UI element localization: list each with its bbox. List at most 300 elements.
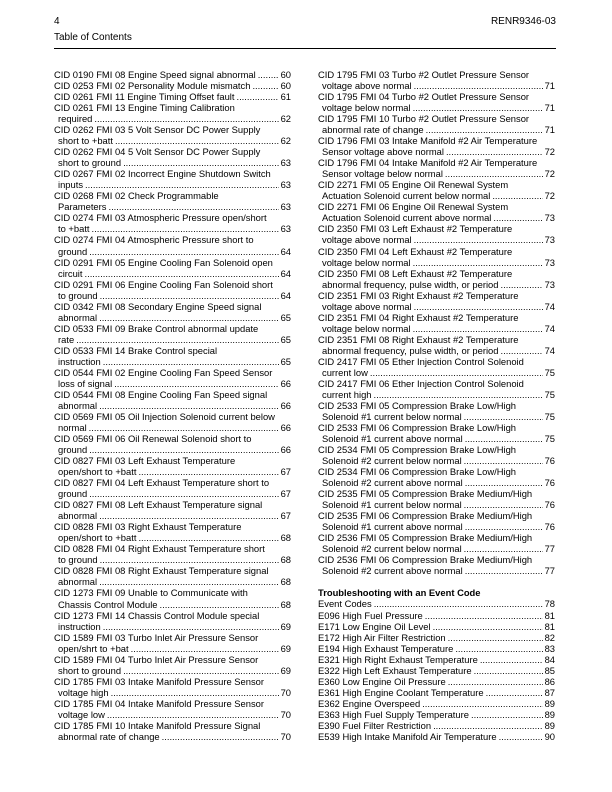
toc-entry-continuation: open/short to +batt [58,466,137,478]
dot-leader [76,334,278,345]
toc-entry-continuation: ground [58,488,88,500]
toc-right-column [318,69,555,742]
toc-entry-title: CID 2351 FMI 04 Right Exhaust #2 Temperature [318,311,519,323]
toc-entry-continuation: to ground [58,554,98,566]
dot-leader [115,135,279,146]
toc-entry-line [54,731,291,742]
toc-page-number: 67 [280,488,291,500]
toc-page-number: 64 [280,289,291,301]
toc-entry[interactable] [318,201,555,223]
toc-entry-continuation: abnormal frequency, pulse width, or period [322,278,499,290]
toc-entry[interactable] [54,345,291,367]
dot-leader [465,565,543,576]
dot-leader [84,268,278,279]
toc-entry[interactable] [318,223,555,245]
toc-entry-title: CID 2417 FMI 05 Ether Injection Control Solenoid [318,355,524,367]
toc-entry[interactable] [318,709,555,720]
dot-leader [501,279,543,290]
toc-entry[interactable] [318,113,555,135]
dot-leader [413,102,543,113]
toc-entry[interactable] [318,554,555,576]
toc-entry-continuation: abnormal rate of change [58,730,160,742]
dot-leader [422,698,542,709]
toc-page-number: 73 [544,278,555,290]
toc-entry[interactable] [318,246,555,268]
toc-page-number: 86 [544,675,555,687]
toc-entry-title: CID 1785 FMI 10 Intake Manifold Pressure Signal [54,719,261,731]
toc-entry[interactable] [54,521,291,543]
toc-entry[interactable] [318,610,555,621]
toc-entry-line [54,135,291,146]
toc-entry-title: E096 High Fuel Pressure [318,609,423,621]
dot-leader [138,532,278,543]
dot-leader [486,687,543,698]
toc-entry[interactable] [54,323,291,345]
toc-entry-continuation: required [58,113,93,125]
toc-entry-line [318,257,555,268]
toc-entry-title: E172 High Air Filter Restriction [318,631,446,643]
toc-entry-line [318,543,555,554]
toc-entry[interactable] [318,400,555,422]
toc-entry[interactable] [54,301,291,323]
toc-entry[interactable] [318,698,555,709]
toc-entry-title: CID 2417 FMI 06 Ether Injection Control Solenoid [318,377,524,389]
toc-entry[interactable] [54,212,291,234]
toc-entry-title: CID 0828 FMI 08 Right Exhaust Temperature signal [54,565,269,577]
dot-leader [455,643,542,654]
toc-entry-line [54,709,291,720]
toc-entry-title: CID 1273 FMI 14 Chassis Control Module special [54,609,260,621]
toc-entry-title: CID 1796 FMI 03 Intake Manifold #2 Air Temperature [318,135,538,147]
toc-entry-title: CID 1796 FMI 04 Intake Manifold #2 Air Temperature [318,157,538,169]
toc-entry-line [318,146,555,157]
toc-entry-line [318,433,555,444]
toc-entry-title: CID 2535 FMI 06 Compression Brake Medium/High [318,510,533,522]
toc-page-number: 71 [544,124,555,136]
toc-page-number: 61 [280,91,291,103]
toc-entry-line [318,687,555,698]
toc-entry[interactable] [54,610,291,632]
page-number: 4 [54,16,60,27]
toc-page-number: 65 [280,333,291,345]
toc-page-number: 83 [544,642,555,654]
toc-entry[interactable] [318,422,555,444]
dot-leader [426,124,543,135]
toc-entry[interactable] [54,168,291,190]
toc-entry-title: CID 0342 FMI 08 Secondary Engine Speed signal [54,300,262,312]
toc-entry-continuation: Solenoid #2 current above normal [322,565,463,577]
dot-leader [414,234,543,245]
toc-entry-line [54,201,291,212]
toc-page-number: 76 [544,455,555,467]
dot-leader [138,466,278,477]
toc-page-number: 82 [544,631,555,643]
dot-leader [464,499,543,510]
dot-leader [471,709,543,720]
toc-entry-title: CID 1273 FMI 09 Unable to Communicate with [54,587,248,599]
toc-page-number: 73 [544,256,555,268]
toc-entry-line [318,632,555,643]
toc-entry-continuation: abnormal frequency, pulse width, or period [322,344,499,356]
toc-entry-title: CID 0261 FMI 11 Engine Timing Offset fault [54,91,235,103]
dot-leader [162,731,279,742]
toc-entry-title: CID 0827 FMI 08 Left Exhaust Temperature signal [54,499,263,511]
toc-entry-title: CID 1785 FMI 04 Intake Manifold Pressure Sensor [54,697,264,709]
toc-entry-title: E390 Fuel Filter Restriction [318,719,432,731]
toc-entry-continuation: Actuation Solenoid current below normal [322,190,491,202]
dot-leader [465,477,543,488]
dot-leader [414,80,543,91]
dot-leader [374,598,543,609]
toc-entry-line [318,411,555,422]
toc-entry[interactable] [318,654,555,665]
toc-entry[interactable] [54,91,291,102]
toc-entry[interactable] [318,488,555,510]
toc-entry-continuation: voltage below normal [322,256,411,268]
toc-entry-line [54,91,291,102]
toc-entry-line [54,113,291,124]
dot-leader [99,400,278,411]
toc-entry-title: CID 2533 FMI 06 Compression Brake Low/High [318,422,517,433]
toc-entry[interactable] [318,157,555,179]
toc-entry[interactable] [318,91,555,113]
dot-leader [114,378,278,389]
toc-page-number: 70 [280,686,291,698]
toc-page-number: 75 [544,433,555,445]
toc-entry-line [54,290,291,301]
toc-entry-continuation: Sensor voltage above normal [322,146,444,158]
toc-entry-continuation: Chassis Control Module [58,598,158,610]
dot-leader [492,190,542,201]
dot-leader [111,687,279,698]
toc-page-number: 65 [280,355,291,367]
toc-entry[interactable] [54,543,291,565]
dot-leader [89,246,278,257]
toc-page-number: 75 [544,366,555,378]
toc-entry[interactable] [318,632,555,643]
toc-entry[interactable] [54,279,291,301]
toc-entry[interactable] [54,102,291,124]
toc-entry-line [318,455,555,466]
toc-entry[interactable] [318,290,555,312]
toc-entry[interactable] [318,676,555,687]
toc-entry-title: CID 0262 FMI 04 5 Volt Sensor DC Power Supply [54,146,261,158]
toc-entry-continuation: current low [322,366,368,378]
toc-entry-line [318,234,555,245]
toc-entry-title: CID 2534 FMI 06 Compression Brake Low/High [318,466,517,478]
toc-entry[interactable] [318,621,555,632]
toc-entry[interactable] [54,632,291,654]
toc-entry-continuation: Solenoid #2 current above normal [322,477,463,489]
toc-entry-line [318,367,555,378]
toc-entry-continuation: instruction [58,355,101,367]
dot-leader [89,422,279,433]
toc-entry[interactable] [54,234,291,256]
dot-leader [370,367,543,378]
toc-page-number: 72 [544,190,555,202]
toc-entry-title: E171 Low Engine Oil Level [318,620,431,632]
toc-page-number: 64 [280,267,291,279]
toc-entry-title: CID 2536 FMI 05 Compression Brake Medium/High [318,532,533,544]
dot-leader [92,223,279,234]
toc-entry[interactable] [318,643,555,654]
dot-leader [252,80,278,91]
toc-entry[interactable] [54,69,291,80]
toc-entry[interactable] [318,334,555,356]
toc-entry-continuation: voltage above normal [322,300,412,312]
toc-entry[interactable] [318,731,555,742]
toc-entry-title: CID 0828 FMI 04 Right Exhaust Temperature short [54,543,265,555]
toc-page-number: 62 [280,135,291,147]
toc-entry-title: CID 0274 FMI 04 Atmospheric Pressure short to [54,234,254,246]
toc-entry-continuation: circuit [58,267,83,279]
toc-entry[interactable] [54,433,291,455]
toc-entry[interactable] [54,455,291,477]
toc-entry-title: CID 0267 FMI 02 Incorrect Engine Shutdown Switch [54,168,271,180]
toc-entry-line [318,168,555,179]
toc-entry[interactable] [318,378,555,400]
toc-entry-line [54,621,291,632]
dot-leader [465,521,543,532]
toc-entry-line [318,190,555,201]
toc-page-number: 78 [544,598,555,610]
toc-left-column [54,69,291,742]
toc-entry[interactable] [54,587,291,609]
toc-entry-title: CID 1589 FMI 04 Turbo Inlet Air Pressure Sensor [54,653,259,665]
dot-leader [446,146,543,157]
toc-entry-title: E360 Low Engine Oil Pressure [318,675,446,687]
toc-entry-line [54,576,291,587]
toc-page-number: 75 [544,410,555,422]
toc-entry-continuation: open/short to +batt [58,532,137,544]
dot-leader [94,113,278,124]
dot-leader [103,621,279,632]
toc-entry-title: CID 0827 FMI 04 Left Exhaust Temperature short to [54,477,270,489]
toc-entry[interactable] [318,268,555,290]
dot-leader [413,323,543,334]
toc-entry-line [318,643,555,654]
toc-entry-continuation: voltage low [58,708,105,720]
toc-entry-title: E363 High Fuel Supply Temperature [318,708,469,720]
toc-entry-continuation: Solenoid #2 current below normal [322,455,462,467]
toc-entry-title: CID 0291 FMI 06 Engine Cooling Fan Solenoid short [54,278,273,290]
dot-leader [501,345,543,356]
toc-entry[interactable] [54,477,291,499]
toc-entry-line [318,731,555,742]
toc-entry-continuation: voltage above normal [322,80,412,92]
toc-entry[interactable] [54,80,291,91]
dot-leader [258,69,279,80]
toc-page-number: 68 [280,532,291,544]
toc-page-number: 66 [280,377,291,389]
toc-entry[interactable] [318,687,555,698]
toc-entry-title: CID 0261 FMI 13 Engine Timing Calibration [54,102,235,114]
toc-entry-title: E322 High Left Exhaust Temperature [318,664,472,676]
toc-page-number: 81 [544,620,555,632]
toc-entry-continuation: Solenoid #1 current above normal [322,521,463,533]
toc-page-number: 77 [544,565,555,577]
toc-entry[interactable] [318,665,555,676]
toc-entry-title: CID 2271 FMI 05 Engine Oil Renewal System [318,179,509,191]
toc-entry[interactable] [318,720,555,731]
toc-entry-continuation: short to ground [58,157,122,169]
toc-entry-title: CID 0828 FMI 03 Right Exhaust Temperature [54,521,242,533]
toc-entry-continuation: to +batt [58,223,90,235]
dot-leader [433,621,543,632]
toc-page-number: 68 [280,598,291,610]
toc-entry-continuation: Actuation Solenoid current above normal [322,212,492,224]
toc-entry-continuation: voltage below normal [322,322,411,334]
toc-entry-line [54,554,291,565]
toc-entry-line [318,565,555,576]
toc-page-number: 76 [544,477,555,489]
toc-entry-line [54,378,291,389]
toc-entry[interactable] [54,698,291,720]
toc-entry-line [318,102,555,113]
toc-entry-title: E362 Engine Overspeed [318,697,421,709]
dot-leader [480,654,543,665]
toc-page-number: 87 [544,686,555,698]
toc-entry-line [318,345,555,356]
toc-entry-continuation: abnormal [58,399,98,411]
toc-entry-continuation: voltage above normal [322,234,412,246]
toc-entry-continuation: abnormal [58,510,98,522]
toc-entry[interactable] [54,367,291,389]
header-rule [54,48,556,49]
dot-leader [448,632,543,643]
toc-page-number: 69 [280,642,291,654]
dot-leader [474,665,543,676]
dot-leader [107,709,279,720]
toc-entry-title: CID 0544 FMI 08 Engine Cooling Fan Speed signal [54,388,268,400]
toc-entry-continuation: ground [58,444,88,456]
toc-entry[interactable] [318,69,555,91]
toc-entry-line [318,499,555,510]
toc-entry-title: CID 0533 FMI 14 Brake Control special [54,344,218,356]
toc-page-number: 85 [544,664,555,676]
dot-leader [236,91,278,102]
toc-entry-continuation: Solenoid #1 current below normal [322,499,462,511]
toc-entry[interactable] [318,356,555,378]
toc-page-number: 63 [280,179,291,191]
toc-entry-title: CID 0569 FMI 05 Oil Injection Solenoid current below [54,410,275,422]
toc-entry-line [54,400,291,411]
toc-entry-line [318,279,555,290]
toc-page-number: 71 [544,102,555,114]
toc-entry-line [54,179,291,190]
toc-entry[interactable] [318,466,555,488]
toc-entry[interactable] [54,676,291,698]
toc-entry-line [318,720,555,731]
toc-entry[interactable] [54,389,291,411]
toc-entry-continuation: voltage below normal [322,102,411,114]
toc-entry[interactable] [318,444,555,466]
toc-entry-continuation: abnormal [58,311,98,323]
toc-entry[interactable] [318,598,555,609]
toc-entry-line [318,598,555,609]
toc-entry-continuation: open/shrt to +bat [58,642,129,654]
dot-leader [89,488,278,499]
toc-page-number: 66 [280,399,291,411]
toc-entry[interactable] [318,312,555,334]
toc-entry-line [318,323,555,334]
toc-page-number: 63 [280,223,291,235]
dot-leader [89,444,278,455]
dot-leader [103,356,279,367]
toc-entry-continuation: inputs [58,179,84,191]
toc-entry-title: CID 0268 FMI 02 Check Programmable [54,190,219,202]
dot-leader [85,179,279,190]
toc-entry[interactable] [54,565,291,587]
toc-page-number: 77 [544,543,555,555]
toc-entry-continuation: instruction [58,620,101,632]
dot-leader [425,610,543,621]
dot-leader [160,599,279,610]
toc-entry-title: CID 1795 FMI 04 Turbo #2 Outlet Pressure Sensor [318,91,530,103]
toc-page-number: 62 [280,113,291,125]
toc-entry[interactable] [318,510,555,532]
toc-entry[interactable] [318,532,555,554]
toc-entry-line [318,80,555,91]
toc-entry[interactable] [54,190,291,212]
dot-leader [100,554,279,565]
toc-entry-line [318,610,555,621]
toc-page-number: 66 [280,444,291,456]
toc-page-number: 89 [544,708,555,720]
toc-entry[interactable] [54,411,291,433]
toc-entry-title: CID 0533 FMI 09 Brake Control abnormal update [54,322,259,334]
toc-entry-title: E539 High Intake Manifold Air Temperature [318,730,497,742]
dot-leader [99,510,278,521]
dot-leader [123,665,279,676]
toc-page-number: 63 [280,157,291,169]
toc-entry-title: CID 2351 FMI 03 Right Exhaust #2 Temperature [318,289,519,301]
toc-entry-line [54,444,291,455]
dot-leader [131,643,279,654]
toc-entry[interactable] [54,654,291,676]
toc-entry[interactable] [54,146,291,168]
toc-entry-continuation: Solenoid #1 current above normal [322,433,463,445]
toc-entry[interactable] [54,257,291,279]
toc-entry-continuation: Solenoid #2 current below normal [322,543,462,555]
toc-entry-title: CID 0253 FMI 02 Personality Module mismatch [54,80,251,92]
toc-page-number: 72 [544,146,555,158]
toc-entry-title: E321 High Right Exhaust Temperature [318,653,478,665]
toc-entry[interactable] [54,499,291,521]
dot-leader [108,201,278,212]
dot-leader [100,290,279,301]
toc-page-number: 69 [280,664,291,676]
toc-page-number: 89 [544,719,555,731]
toc-page-number: 76 [544,521,555,533]
toc-entry-continuation: abnormal rate of change [322,124,424,136]
toc-entry[interactable] [54,124,291,146]
toc-entry-title: CID 0274 FMI 03 Atmospheric Pressure open/short [54,212,267,224]
toc-entry[interactable] [318,179,555,201]
toc-entry-title: CID 0262 FMI 03 5 Volt Sensor DC Power Supply [54,124,261,136]
toc-entry-continuation: to ground [58,289,98,301]
toc-entry-title: CID 0190 FMI 08 Engine Speed signal abnormal [54,69,256,80]
toc-entry-continuation: current high [322,388,372,400]
toc-entry[interactable] [54,720,291,742]
toc-entry-line [54,312,291,323]
dot-leader [445,168,543,179]
dot-leader [99,312,278,323]
toc-page-number: 60 [280,80,291,92]
toc-entry[interactable] [318,135,555,157]
toc-entry-line [54,157,291,168]
toc-page-number: 67 [280,466,291,478]
